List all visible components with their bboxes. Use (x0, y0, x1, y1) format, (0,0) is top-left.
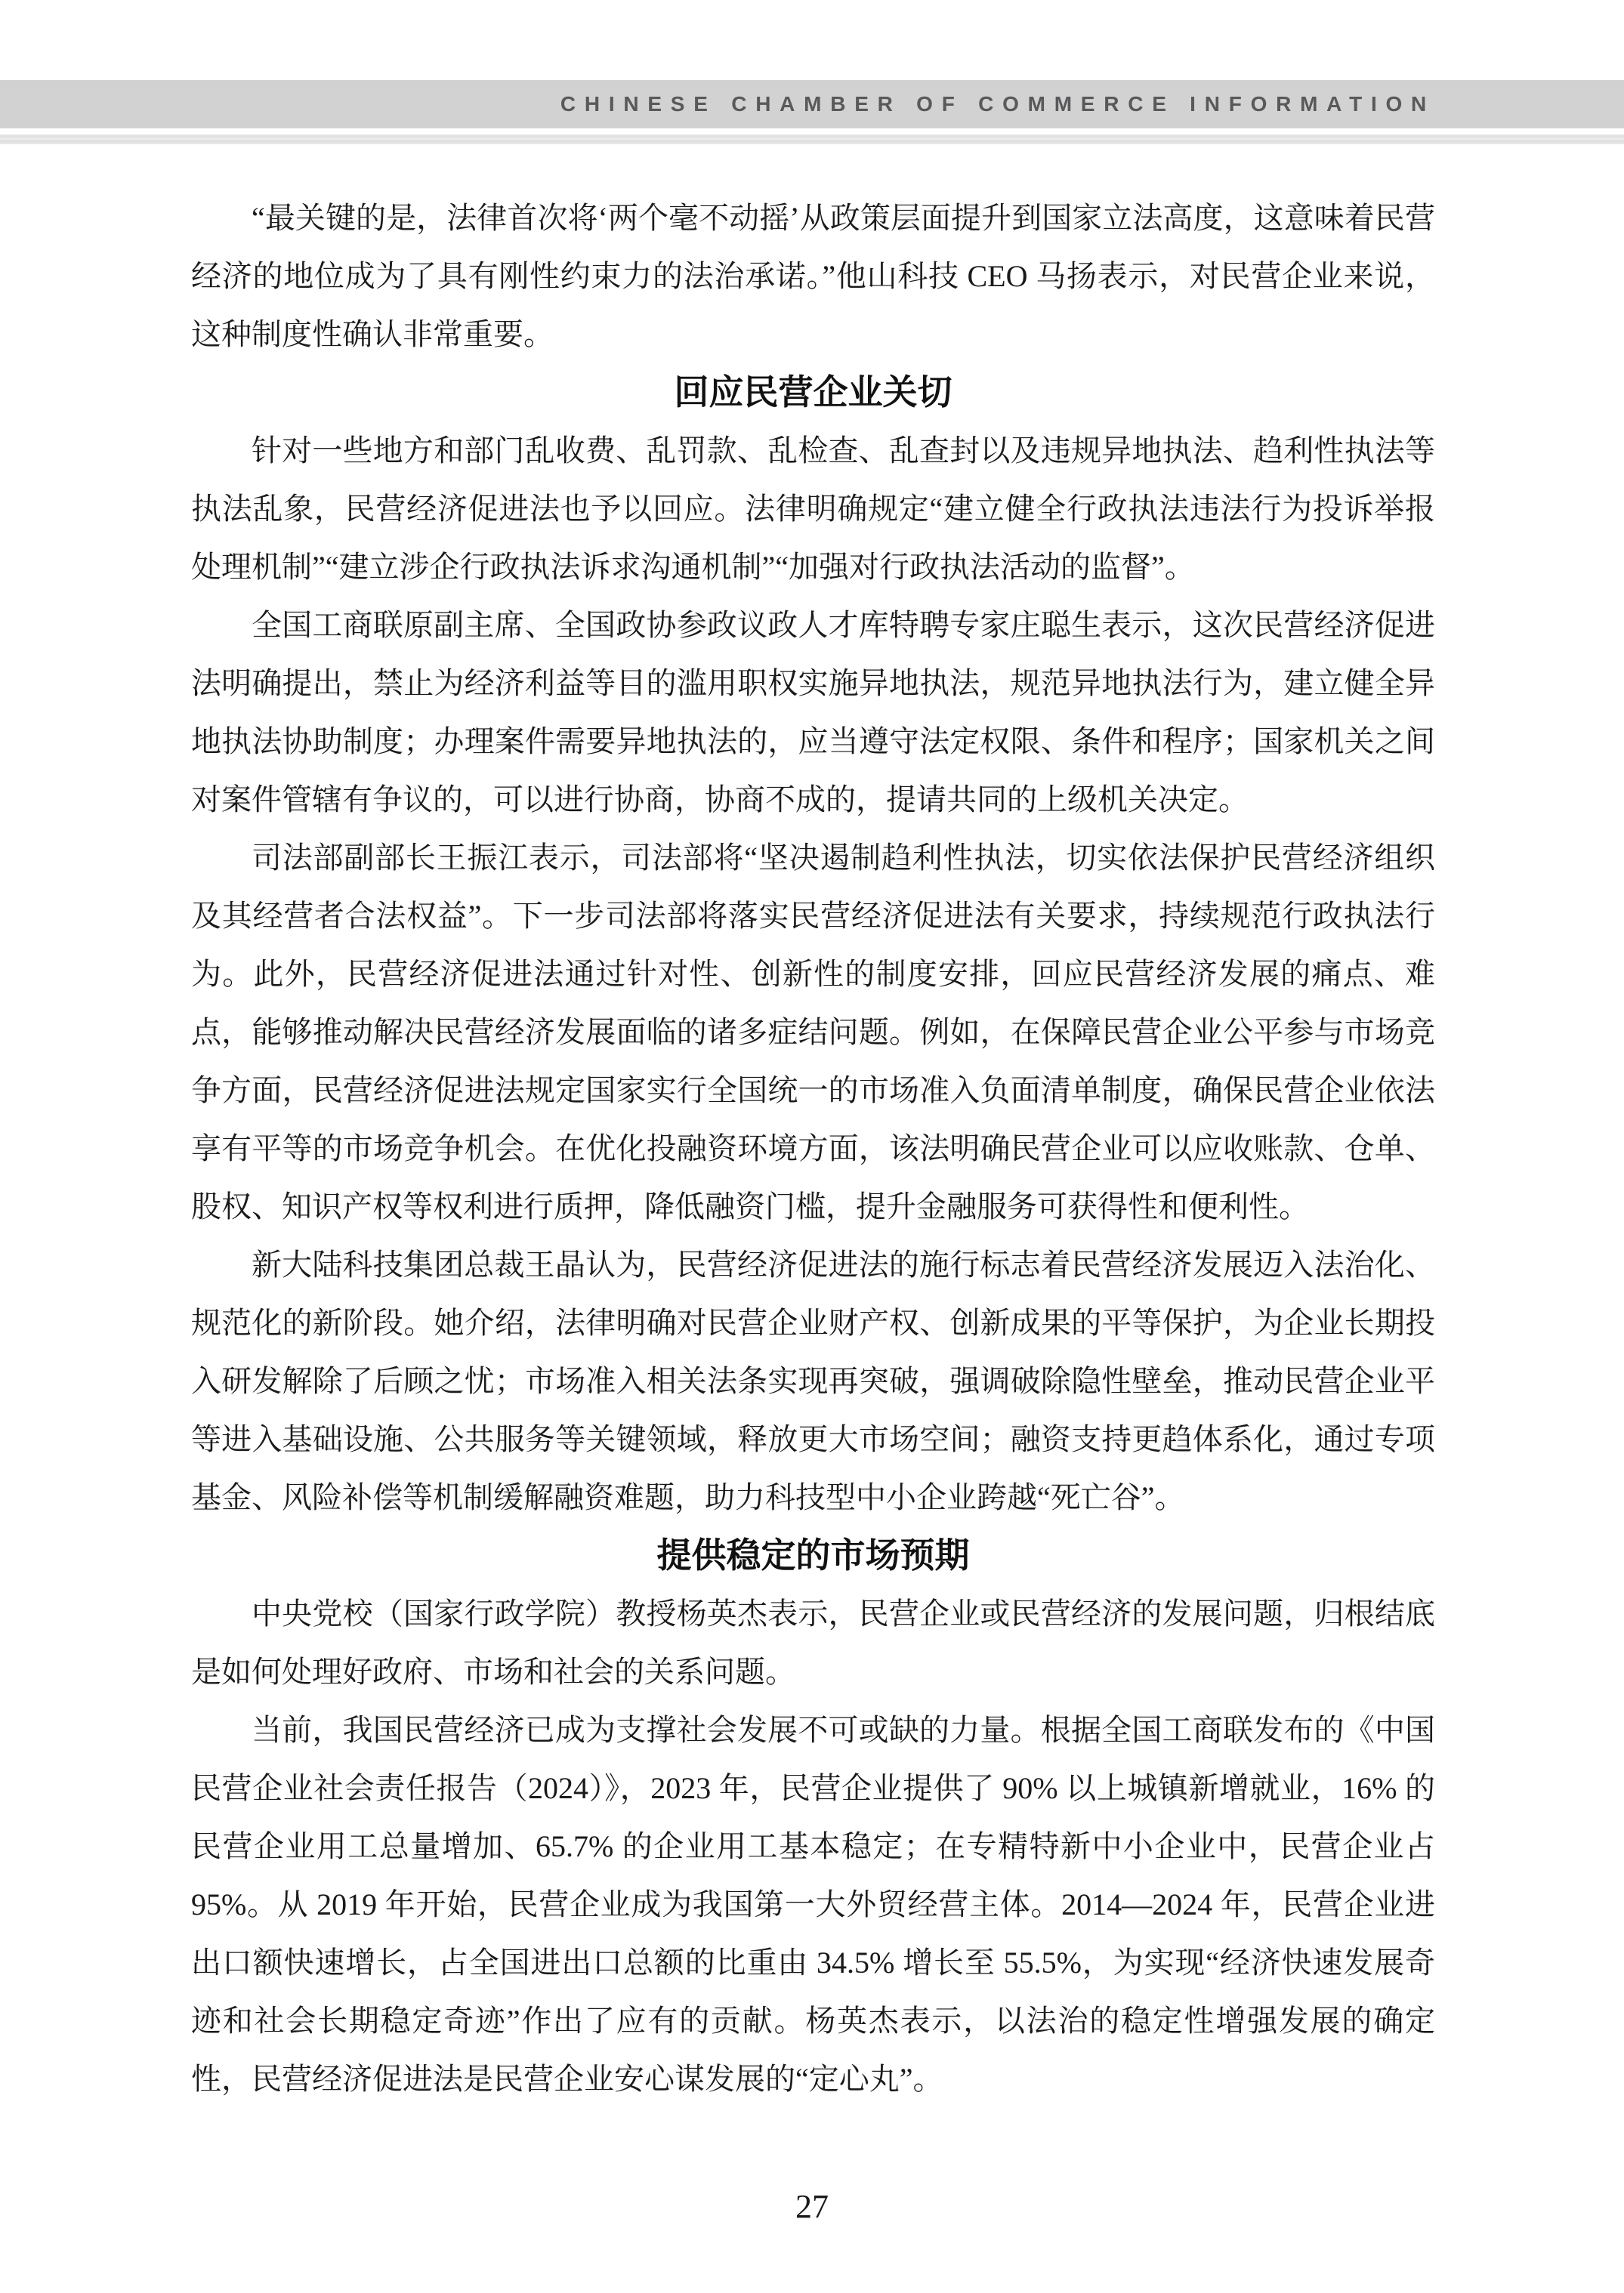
section-heading: 回应民营企业关切 (674, 372, 952, 412)
article-body (191, 189, 1435, 2108)
paragraph: 中央党校（国家行政学院）教授杨英杰表示，民营企业或民营经济的发展问题，归根结底是如何处理好政府、市场和社会的关系问题。 (191, 1597, 1435, 1689)
header-banner (0, 80, 1624, 128)
page-number: 27 (795, 2188, 829, 2225)
header-banner-title: CHINESE CHAMBER OF COMMERCE INFORMATION (560, 92, 1435, 116)
paragraph: 司法部副部长王振江表示，司法部将“坚决遏制趋利性执法，切实依法保护民营经济组织及其经营者合法权益”。下一步司法部将落实民营经济促进法有关要求，持续规范行政执法行为。此外，民营经济促进法通过针对性、创新性的制度安排，回应民营经济发展的痛点、难点，能够推动解决民营经济发展面临的诸多症结问题。例如，在保障民营企业公平参与市场竞争方面，民营经济促进法规定国家实行全国统一的市场准入负面清单制度，确保民营企业依法享有平等的市场竞争机会。在优化投融资环境方面，该法明确民营企业可以应收账款、仓单、股权、知识产权等权利进行质押，降低融资门槛，提升金融服务可获得性和便利性。 (191, 841, 1435, 1224)
paragraph: 当前，我国民营经济已成为支撑社会发展不可或缺的力量。根据全国工商联发布的《中国民营企业社会责任报告（2024）》，2023 年，民营企业提供了 90% 以上城镇新增就业，16% 的民营企业用工总量增加、65.7% 的企业用工基本稳定；在专精特新中小企业中，民营企业占 95%。从 2019 年开始，民营企业成为我国第一大外贸经营主体。2014—2024 年，民营企业进出口额快速增长，占全国进出口总额的比重由 34.5% 增长至 55.5%，为实现“经济快速发展奇迹和社会长期稳定奇迹”作出了应有的贡献。杨英杰表示，以法治的稳定性增强发展的确定性，民营经济促进法是民营企业安心谋发展的“定心丸”。 (191, 1713, 1435, 2096)
paragraph: 新大陆科技集团总裁王晶认为，民营经济促进法的施行标志着民营经济发展迈入法治化、规范化的新阶段。她介绍，法律明确对民营企业财产权、创新成果的平等保护，为企业长期投入研发解除了后顾之忧；市场准入相关法条实现再突破，强调破除隐性壁垒，推动民营企业平等进入基础设施、公共服务等关键领域，释放更大市场空间；融资支持更趋体系化，通过专项基金、风险补偿等机制缓解融资难题，助力科技型中小企业跨越“死亡谷”。 (191, 1248, 1435, 1514)
section-heading: 提供稳定的市场预期 (656, 1535, 970, 1575)
header-banner-underline (0, 134, 1624, 144)
paragraph: “最关键的是，法律首次将‘两个毫不动摇’从政策层面提升到国家立法高度，这意味着民营经济的地位成为了具有刚性约束力的法治承诺。”他山科技 CEO 马扬表示，对民营企业来说，这种制度性确认非常重要。 (191, 201, 1435, 351)
paragraph: 全国工商联原副主席、全国政协参政议政人才库特聘专家庄聪生表示，这次民营经济促进法明确提出，禁止为经济利益等目的滥用职权实施异地执法，规范异地执法行为，建立健全异地执法协助制度；办理案件需要异地执法的，应当遵守法定权限、条件和程序；国家机关之间对案件管辖有争议的，可以进行协商，协商不成的，提请共同的上级机关决定。 (191, 608, 1435, 816)
paragraph: 针对一些地方和部门乱收费、乱罚款、乱检查、乱查封以及违规异地执法、趋利性执法等执法乱象，民营经济促进法也予以回应。法律明确规定“建立健全行政执法违法行为投诉举报处理机制”“建立涉企行政执法诉求沟通机制”“加强对行政执法活动的监督”。 (191, 434, 1435, 584)
